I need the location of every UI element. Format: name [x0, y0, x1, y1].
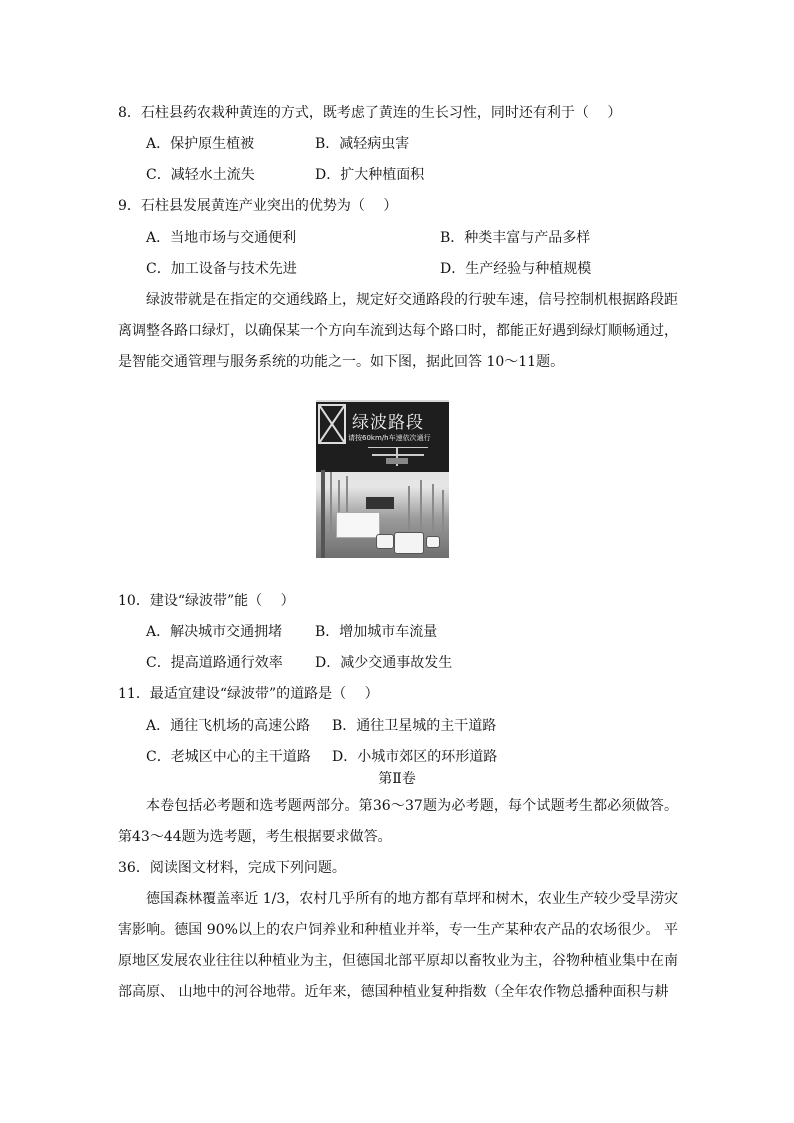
question-10-stem: 10．建设“绿波带”能（ ） [118, 593, 295, 609]
tree [432, 484, 434, 536]
question-9-stem: 9．石柱县发展黄连产业突出的优势为（ ） [118, 198, 398, 214]
car [426, 536, 440, 548]
sign-title: 绿波路段 [352, 413, 424, 433]
question-11-option-d: D．小城市郊区的环形道路 [332, 749, 498, 765]
question-8-option-a: A．保护原生植被 [146, 136, 255, 152]
question-8-option-c: C．减轻水土流失 [146, 167, 255, 183]
overhead-sign [366, 497, 394, 509]
sign-route-diagram [368, 447, 428, 470]
car [394, 532, 424, 554]
sign-subtitle: 请按60km/h车速依次通行 [348, 434, 431, 442]
question-10-option-d: D．减少交通事故发生 [315, 655, 453, 671]
question-8-stem: 8．石柱县药农栽种黄连的方式，既考虑了黄连的生长习性，同时还有利于（ ） [118, 105, 622, 121]
tree [420, 480, 422, 535]
question-36-stem: 36．阅读图文材料，完成下列问题。 [118, 860, 346, 876]
tree [330, 472, 332, 532]
green-wave-road-photo [316, 400, 449, 558]
question-11-option-a: A．通往飞机场的高速公路 [146, 718, 311, 734]
question-11-stem: 11．最适宜建设“绿波带”的道路是（ ） [118, 686, 379, 702]
question-11-option-c: C．老城区中心的主干道路 [146, 749, 311, 765]
car [376, 534, 394, 549]
section-title: 第Ⅱ卷 [378, 771, 416, 787]
tree [442, 490, 444, 535]
tree [408, 486, 410, 534]
question-10-option-b: B．增加城市车流量 [315, 624, 438, 640]
question-9-option-c: C．加工设备与技术先进 [146, 261, 297, 277]
lane-cross-icon [318, 404, 346, 444]
sign-pole [321, 470, 325, 558]
question-9-option-a: A．当地市场与交通便利 [146, 230, 297, 246]
billboard [336, 512, 380, 538]
section-intro: 本卷包括必考题和选考题两部分。第36～37题为必考题，每个试题考生都必须做答。第43～44题为选考题，考生根据要求做答。 [118, 798, 678, 845]
question-8-option-b: B．减轻病虫害 [315, 136, 410, 152]
question-11-option-b: B．通往卫星城的主干道路 [332, 718, 497, 734]
question-8-option-d: D．扩大种植面积 [315, 167, 425, 183]
question-36-material: 德国森林覆盖率近 1/3，农村几乎所有的地方都有草坪和树木，农业生产较少受旱涝灾害影响。德国 90%以上的农户饲养业和种植业并举，专一生产某种农产品的农场很少。 平原地区发展农业往往以种植业为主，但德国北部平原却以畜牧业为主，谷物种植业集中在南部高原、 山地中的河谷地带。近年来，德国种植业复种指数（全年农作物总播种面积与耕 [118, 891, 678, 1000]
question-10-option-a: A．解决城市交通拥堵 [146, 624, 283, 640]
green-wave-passage: 绿波带就是在指定的交通线路上，规定好交通路段的行驶车速，信号控制机根据路段距离调整各路口绿灯，以确保某一个方向车流到达每个路口时，都能正好遇到绿灯顺畅通过，是智能交通管理与服务系统的功能之一。如下图，据此回答 10～11题。 [118, 292, 678, 370]
question-10-option-c: C．提高道路通行效率 [146, 655, 283, 671]
question-9-option-d: D．生产经验与种植规模 [440, 261, 592, 277]
question-9-option-b: B．种类丰富与产品多样 [440, 230, 591, 246]
road-sign [316, 402, 449, 472]
